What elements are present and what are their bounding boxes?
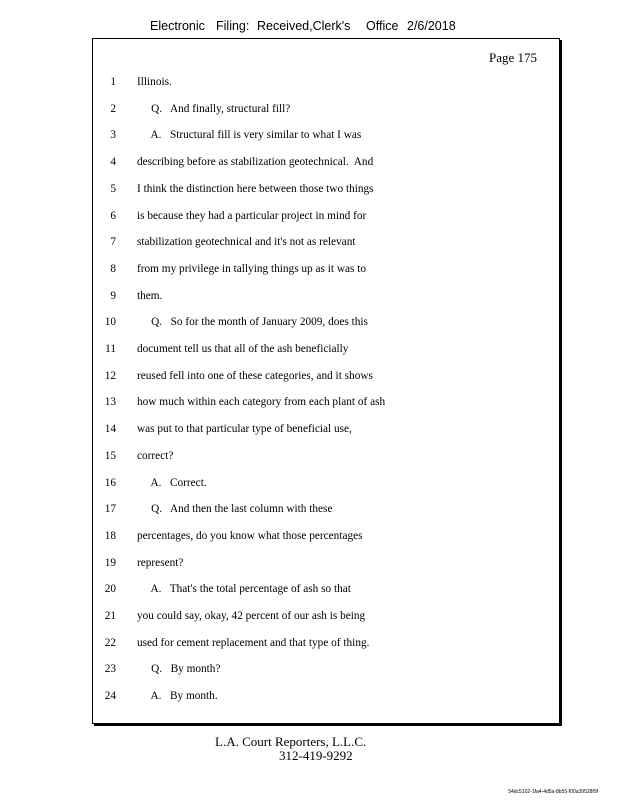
transcript-line bbox=[93, 290, 559, 316]
line-number: 17 bbox=[104, 503, 116, 516]
line-number: 9 bbox=[110, 289, 116, 302]
line-text: stabilization geotechnical and it's not as relevant bbox=[137, 236, 356, 249]
line-number: 14 bbox=[104, 423, 116, 436]
transcript-line bbox=[93, 423, 559, 449]
filing-header bbox=[0, 19, 618, 37]
line-text: A. Structural fill is very similar to what I was bbox=[137, 129, 362, 142]
line-number: 24 bbox=[104, 690, 116, 703]
line-number: 7 bbox=[110, 236, 116, 249]
line-text: Q. And then the last column with these bbox=[137, 503, 333, 516]
line-text: was put to that particular type of beneficial use, bbox=[137, 423, 352, 436]
transcript-line bbox=[93, 210, 559, 236]
line-text: document tell us that all of the ash beneficially bbox=[137, 343, 349, 355]
transcript-line bbox=[93, 156, 559, 182]
transcript-line bbox=[93, 103, 559, 129]
line-text: A. By month. bbox=[137, 690, 218, 703]
line-text: used for cement replacement and that type of thing. bbox=[137, 636, 370, 649]
transcript-line bbox=[93, 236, 559, 262]
line-number: 20 bbox=[104, 583, 116, 596]
header-date: 2/6/2018 bbox=[407, 19, 456, 33]
line-text: Q. So for the month of January 2009, does this bbox=[137, 316, 368, 329]
line-number: 4 bbox=[110, 156, 116, 169]
transcript-line bbox=[93, 637, 559, 663]
transcript-line bbox=[93, 183, 559, 209]
transcript-line bbox=[93, 557, 559, 583]
line-number: 22 bbox=[104, 636, 116, 649]
line-number: 15 bbox=[104, 449, 116, 462]
line-text: Q. And finally, structural fill? bbox=[137, 102, 291, 115]
line-number: 5 bbox=[110, 182, 116, 195]
line-text: I think the distinction here between those two things bbox=[137, 182, 374, 195]
line-text: represent? bbox=[137, 556, 184, 569]
line-number: 1 bbox=[110, 76, 116, 88]
line-number: 23 bbox=[104, 663, 116, 676]
line-text: them. bbox=[137, 289, 163, 302]
transcript-line bbox=[93, 530, 559, 556]
document-code: 54dc5102-1fa4-4d5a-8b55-f00a39528f9f bbox=[508, 789, 598, 795]
line-text: is because they had a particular project in mind for bbox=[137, 209, 367, 222]
header-filing: Filing: bbox=[216, 19, 250, 33]
line-number: 13 bbox=[104, 396, 116, 409]
line-text: A. That's the total percentage of ash so that bbox=[137, 583, 351, 596]
transcript-line bbox=[93, 503, 559, 529]
transcript-line bbox=[93, 663, 559, 689]
transcript-line bbox=[93, 370, 559, 396]
line-number: 10 bbox=[104, 316, 116, 329]
transcript-line bbox=[93, 76, 559, 102]
header-office: Office bbox=[366, 19, 399, 33]
line-number: 16 bbox=[104, 476, 116, 489]
reporter-company: L.A. Court Reporters, L.L.C. bbox=[215, 734, 367, 749]
line-text: correct? bbox=[137, 449, 174, 462]
transcript-line bbox=[93, 396, 559, 422]
header-received: Received,Clerk's bbox=[257, 19, 351, 33]
line-number: 18 bbox=[104, 529, 116, 542]
transcript-line bbox=[93, 583, 559, 609]
transcript-line bbox=[93, 450, 559, 476]
line-number: 21 bbox=[104, 610, 116, 622]
line-number: 2 bbox=[110, 102, 116, 115]
line-number: 11 bbox=[105, 343, 116, 355]
line-text: percentages, do you know what those percentages bbox=[137, 529, 363, 542]
transcript-line bbox=[93, 477, 559, 503]
line-text: you could say, okay, 42 percent of our ash is being bbox=[137, 610, 366, 622]
transcript-line bbox=[93, 610, 559, 636]
line-text: from my privilege in tallying things up as it was to bbox=[137, 262, 367, 275]
line-number: 3 bbox=[110, 129, 116, 142]
reporter-phone: 312-419-9292 bbox=[279, 748, 353, 763]
page-number: Page 175 bbox=[488, 50, 537, 65]
line-text: Illinois. bbox=[137, 76, 172, 88]
transcript-page bbox=[92, 38, 560, 724]
line-text: reused fell into one of these categories, and it shows bbox=[137, 369, 373, 382]
line-text: A. Correct. bbox=[137, 476, 207, 489]
transcript-line bbox=[93, 263, 559, 289]
transcript-line bbox=[93, 129, 559, 155]
line-number: 8 bbox=[110, 262, 116, 275]
line-number: 19 bbox=[104, 556, 116, 569]
line-number: 12 bbox=[104, 369, 116, 382]
line-text: Q. By month? bbox=[137, 663, 221, 676]
transcript-line bbox=[93, 690, 559, 716]
transcript-line bbox=[93, 343, 559, 369]
header-electronic: Electronic bbox=[150, 19, 205, 33]
transcript-line bbox=[93, 316, 559, 342]
line-text: describing before as stabilization geotechnical. And bbox=[137, 156, 374, 169]
line-text: how much within each category from each plant of ash bbox=[137, 396, 386, 409]
line-number: 6 bbox=[110, 209, 116, 222]
